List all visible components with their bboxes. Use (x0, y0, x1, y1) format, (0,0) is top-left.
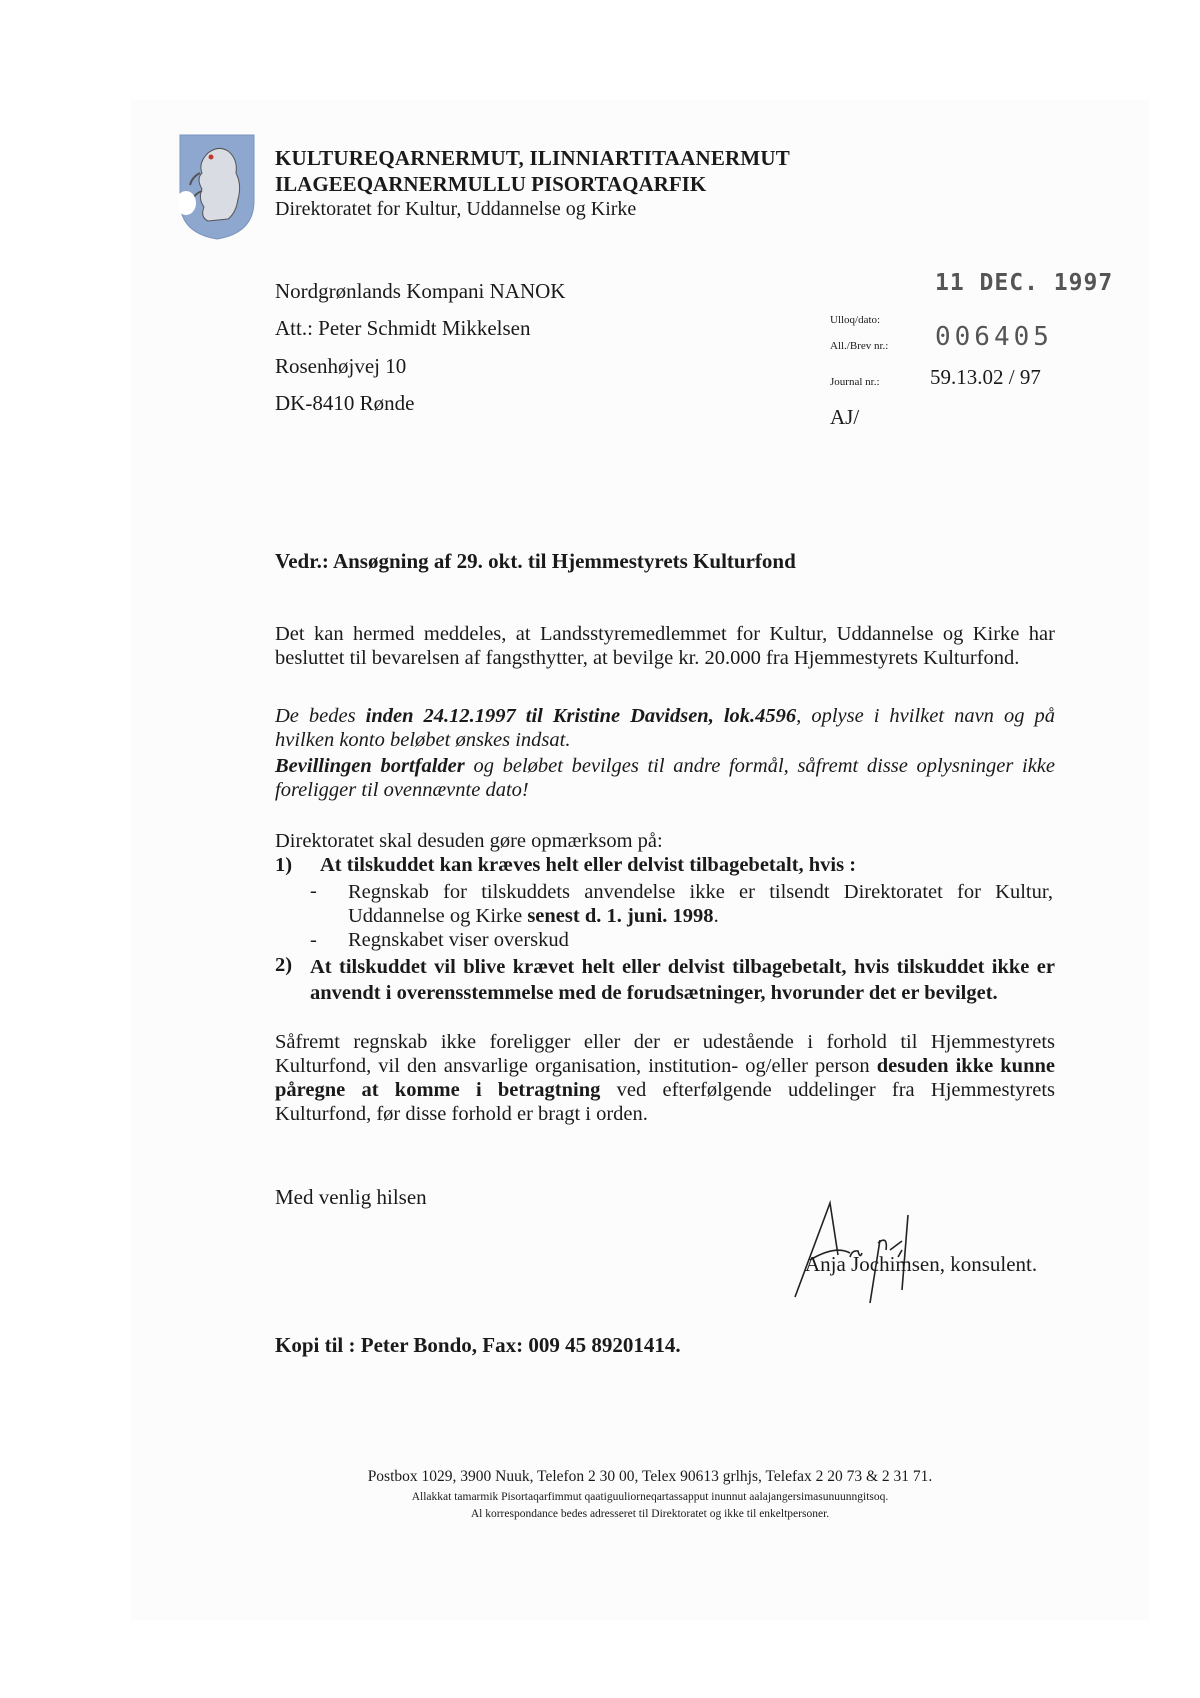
list-item-2-number: 2) (275, 954, 293, 976)
list-item-1-number: 1) (275, 854, 293, 876)
initials: AJ/ (830, 405, 860, 429)
footer-greenlandic-note: Allakkat tamarmik Pisortaqarfimmut qaatiguuliorneqartassapput inunnut aalajangersimasunuunngitsoq. (411, 1491, 889, 1503)
signer-name: Anja Jochimsen, konsulent. (805, 1252, 1038, 1276)
sub-item-1-text (348, 880, 1053, 928)
paragraph-conditions-text-2: ved efterfølgende uddelinger fra Hjemmestyrets Kulturfond, før disse forhold er bragt i orden. (275, 1079, 1056, 1125)
sub-item-1-text-2: . (713, 905, 719, 927)
sub-item-1-bold: senest d. 1. juni. 1998 (527, 905, 714, 927)
list-item-1-text: At tilskuddet kan kræves helt eller delvist tilbagebetalt, hvis : (320, 854, 857, 876)
sub-item-2-dash: - (310, 929, 317, 951)
sub-item-1-text-1: Regnskab for tilskuddets anvendelse ikke er tilsendt Direktoratet for Kultur, Uddannelse og Kirke (348, 881, 1053, 927)
sub-item-1-dash: - (310, 880, 317, 902)
letterhead-line-3: Direktoratet for Kultur, Uddannelse og Kirke (275, 198, 637, 220)
brev-label: All./Brev nr.: (830, 340, 889, 352)
recipient-att: Att.: Peter Schmidt Mikkelsen (275, 316, 531, 340)
sub-item-2-text: Regnskabet viser overskud (348, 929, 569, 951)
ulloq-label: Ulloq/dato: (830, 314, 881, 326)
polar-bear-crest-icon (178, 133, 256, 241)
paragraph-deadline-bold: inden 24.12.1997 til Kristine Davidsen, lok.4596 (365, 705, 797, 727)
letterhead-line-2: ILAGEEQARNERMULLU PISORTAQARFIK (275, 172, 707, 196)
footer-address: Postbox 1029, 3900 Nuuk, Telefon 2 30 00, Telex 90613 grlhjs, Telefax 2 20 73 & 2 31 71. (367, 1468, 933, 1485)
handwritten-signature-icon (790, 1195, 930, 1305)
paragraph-grant: Det kan hermed meddeles, at Landsstyremedlemmet for Kultur, Uddannelse og Kirke har besluttet til bevarelsen af fangsthytter, at bevilge kr. 20.000 fra Hjemmestyrets Kulturfond. (275, 623, 1055, 669)
subject-line: Vedr.: Ansøgning af 29. okt. til Hjemmestyrets Kulturfond (275, 549, 796, 573)
paragraph-conditions (275, 1030, 1055, 1126)
closing-greeting: Med venlig hilsen (275, 1185, 427, 1209)
paragraph-deadline-text-2: , oplyse i hvilket navn og på hvilken konto beløbet ønskes indsat. (275, 705, 1055, 751)
copy-to-line: Kopi til : Peter Bondo, Fax: 009 45 89201414. (275, 1333, 681, 1357)
list-item-2-text: At tilskuddet vil blive krævet helt eller delvist tilbagebetalt, hvis tilskuddet ikke er anvendt i overensstemmelse med de forudsætninger, hvorunder det er bevilget. (310, 956, 1055, 1004)
paragraph-conditions-text-1: Såfremt regnskab ikke foreligger eller der er udestående i forhold til Hjemmestyrets Kulturfond, vil den ansvarlige organisation, institution- og/eller person (275, 1031, 1055, 1077)
recipient-city: DK-8410 Rønde (275, 391, 415, 415)
journal-value: 59.13.02 / 97 (930, 365, 1041, 389)
recipient-name: Nordgrønlands Kompani NANOK (275, 279, 566, 303)
date-stamp: 11 DEC. 1997 (935, 270, 1114, 296)
paragraph-conditions-bold: desuden ikke kunne påregne at komme i betragtning (275, 1055, 1055, 1101)
paragraph-lapse-text: og beløbet bevilges til andre formål, såfremt disse oplysninger ikke foreligger til ovennævnte dato! (275, 755, 1056, 801)
brev-stamp: 006405 (935, 322, 1053, 352)
paragraph-lapse-bold: Bevillingen bortfalder (275, 755, 465, 777)
paragraph-deadline-text-1: De bedes (275, 705, 366, 727)
paragraph-deadline (275, 704, 1055, 752)
paragraph-notice: Direktoratet skal desuden gøre opmærksom på: (275, 830, 663, 852)
journal-label: Journal nr.: (830, 376, 880, 388)
recipient-street: Rosenhøjvej 10 (275, 354, 407, 378)
footer-danish-note: Al korrespondance bedes adresseret til Direktoratet og ikke til enkeltpersoner. (470, 1508, 830, 1520)
letterhead-line-1: KULTUREQARNERMUT, ILINNIARTITAANERMUT (275, 146, 790, 170)
paragraph-lapse (275, 754, 1055, 802)
